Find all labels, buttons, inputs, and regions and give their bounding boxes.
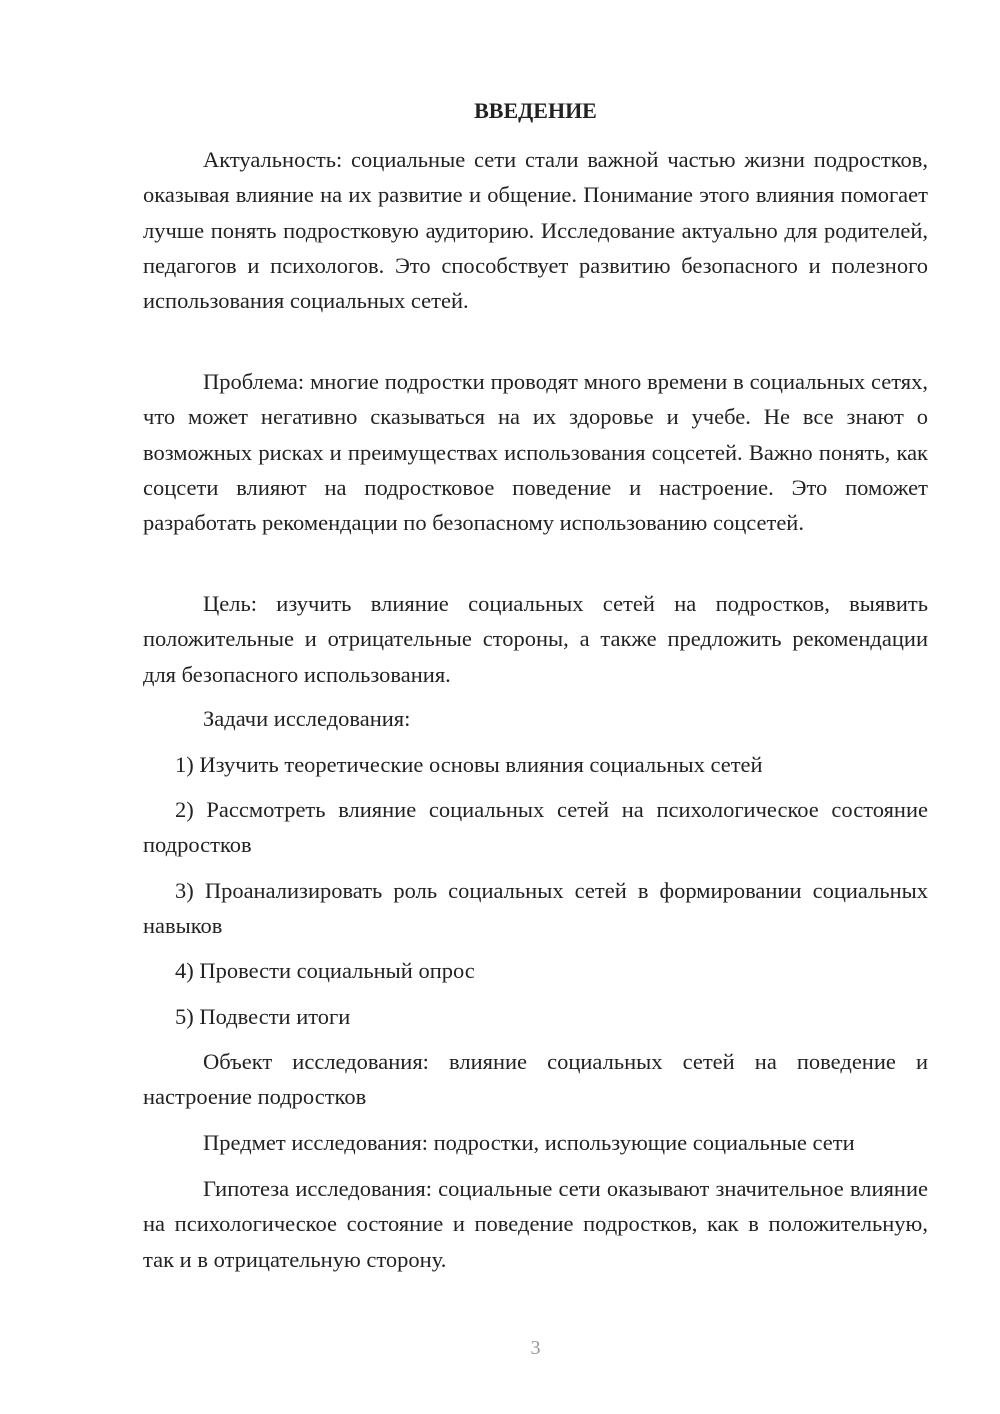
list-item-task-3: 3) Проанализировать роль социальных сетей в формировании социальных навыков <box>143 878 928 939</box>
paragraph-hypothesis: Гипотеза исследования: социальные сети оказывают значительное влияние на психологическое состояние и поведение подростков, как в положительную, так и в отрицательную сторону. <box>143 1176 928 1272</box>
list-item-task-4: 4) Провести социальный опрос <box>175 958 475 983</box>
page-title: ВВЕДЕНИЕ <box>474 98 597 123</box>
paragraph-problem: Проблема: многие подростки проводят много времени в социальных сетях, что может негативно сказываться на их здоровье и учебе. Не все знают о возможных рисках и преимуществах использования соцсетей. Важно понять, как соцсети влияют на подростковое поведение и настроение. Это поможет разработать рекомендации по безопасному использованию соцсетей. <box>143 369 928 536</box>
page-number: 3 <box>530 1337 541 1359</box>
paragraph-object: Объект исследования: влияние социальных сетей на поведение и настроение подростков <box>143 1049 928 1110</box>
paragraph-goal: Цель: изучить влияние социальных сетей на подростков, выявить положительные и отрицательные стороны, а также предложить рекомендации для безопасного использования. <box>143 591 928 687</box>
list-item-task-5: 5) Подвести итоги <box>175 1004 351 1029</box>
paragraph-subject: Предмет исследования: подростки, использующие социальные сети <box>203 1130 855 1155</box>
list-item-task-2: 2) Рассмотреть влияние социальных сетей на психологическое состояние подростков <box>143 797 928 858</box>
paragraph-tasks-title: Задачи исследования: <box>203 706 411 731</box>
list-item-task-1: 1) Изучить теоретические основы влияния социальных сетей <box>175 752 763 777</box>
paragraph-relevance: Актуальность: социальные сети стали важной частью жизни подростков, оказывая влияние на их развитие и общение. Понимание этого влияния помогает лучше понять подростковую аудиторию. Исследование актуально для родителей, педагогов и психологов. Это способствует развитию безопасного и полезного использования социальных сетей. <box>143 147 928 314</box>
